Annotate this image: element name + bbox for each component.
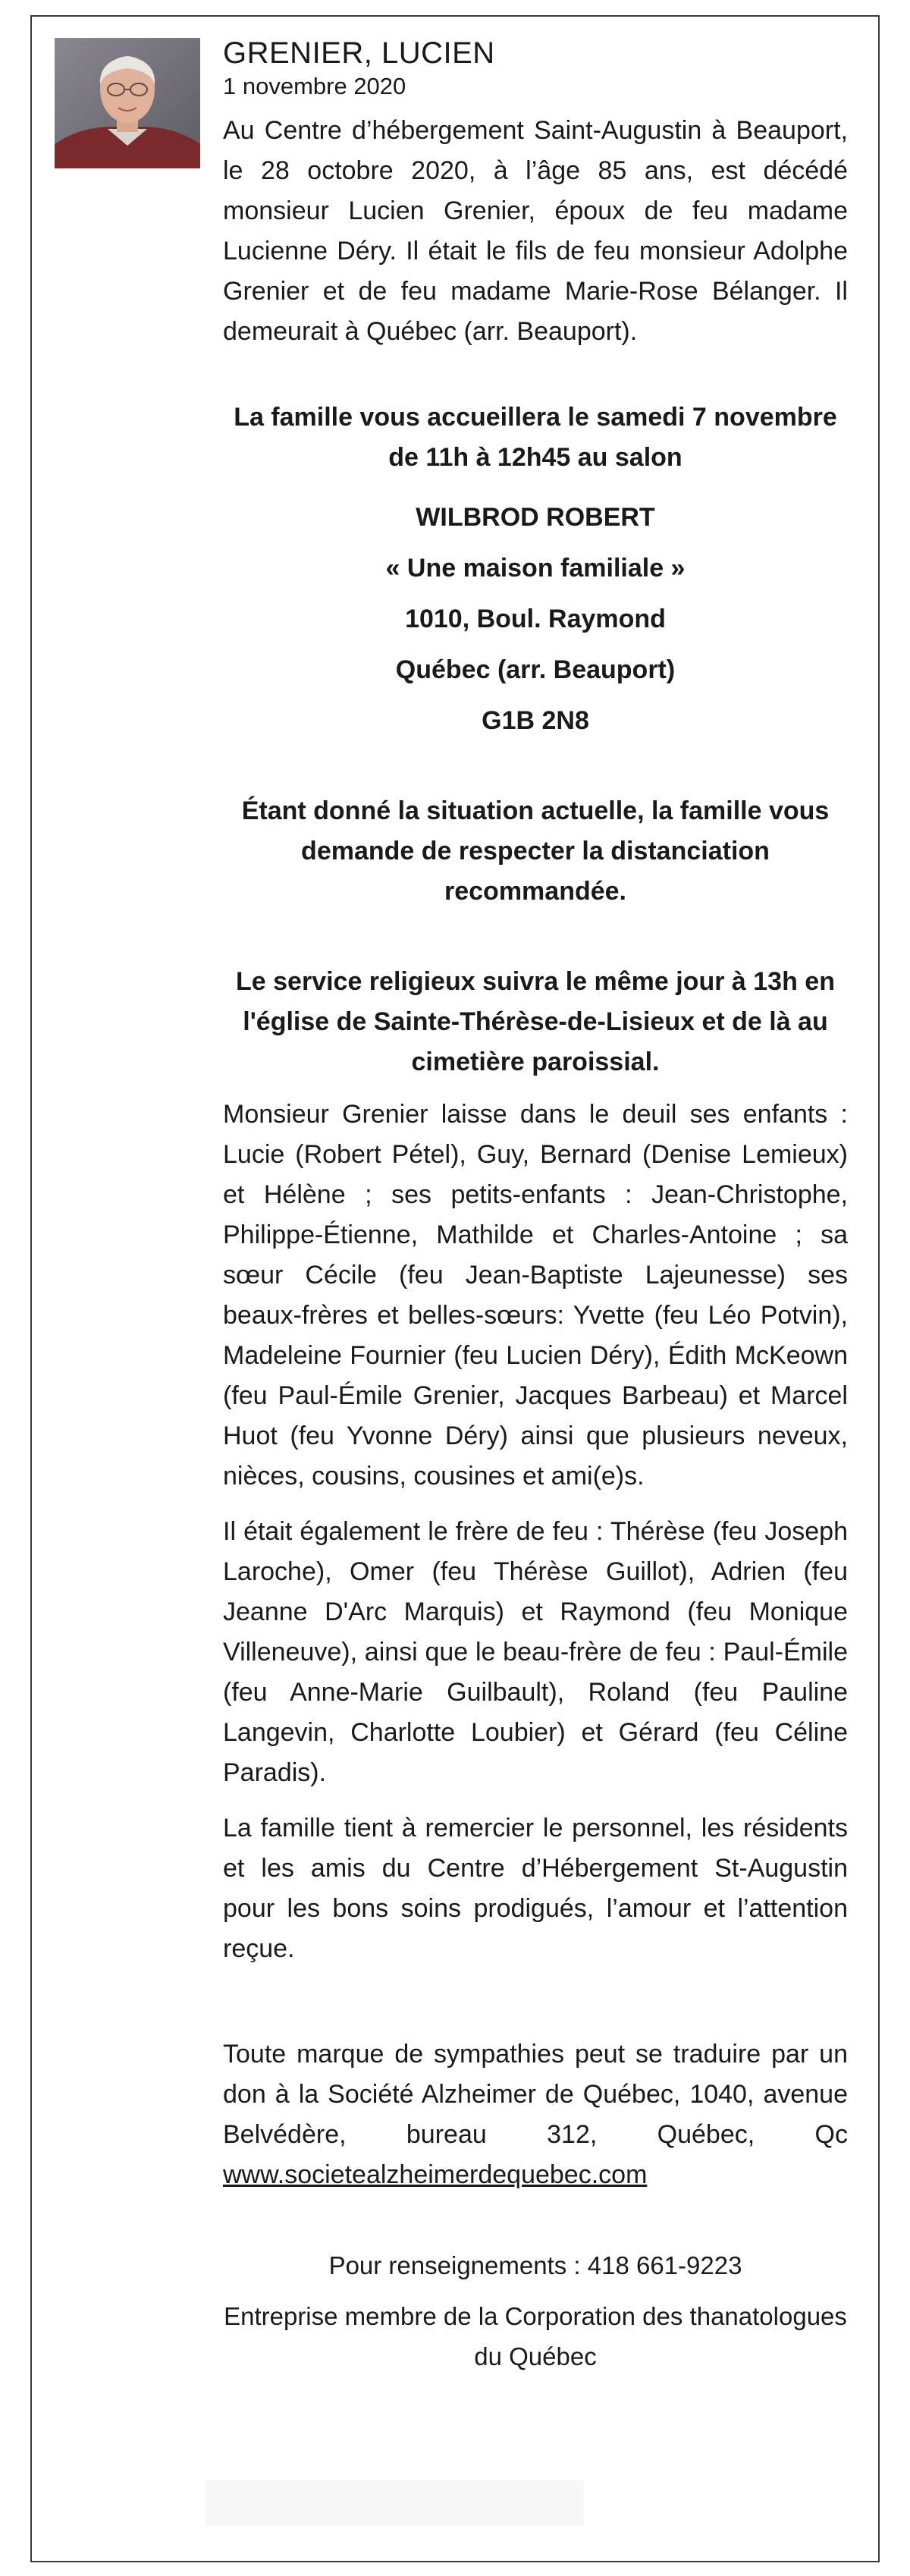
salon-address: 1010, Boul. Raymond <box>405 605 666 633</box>
thanks-paragraph: La famille tient à remercier le personnel, les résidents et les amis du Centre d’Hébergement St-Augustin pour les bons soins prodigués, l’amour et l’attention reçue. <box>223 1814 848 1963</box>
publication-date: 1 novembre 2020 <box>223 73 406 99</box>
salon-postal-code: G1B 2N8 <box>482 706 589 735</box>
footer-shadow <box>205 2480 584 2526</box>
salon-name: WILBROD ROBERT <box>416 503 655 532</box>
membership-info: Entreprise membre de la Corporation des thanatologues du Québec <box>224 2302 847 2370</box>
family-paragraph: Monsieur Grenier laisse dans le deuil ses enfants : Lucie (Robert Pétel), Guy, Bernard (Denise Lemieux) et Hélène ; ses petits-enfants : Jean-Christophe, Philippe-Étienne, Mathilde et Charles-Antoine ; sa sœur Cécile (feu Jean-Baptiste Lajeunesse) ses beaux-frères et belles-sœurs: Yvette (feu Léo Potvin), Madeleine Fournier (feu Lucien Déry), Édith McKeown (feu Paul-Émile Grenier, Jacques Barbeau) et Marcel Huot (feu Yvonne Déry) ainsi que plusieurs neveux, nièces, cousins, cousines et ami(e)s. <box>223 1100 848 1491</box>
deceased-name: GRENIER, LUCIEN <box>223 36 495 70</box>
salon-city: Québec (arr. Beauport) <box>395 655 676 684</box>
donation-text: Toute marque de sympathies peut se traduire par un don à la Société Alzheimer de Québec, 1040, avenue Belvédère, bureau 312, Québec, Qc <box>223 2040 848 2149</box>
salon-tagline: « Une maison familiale » <box>385 554 686 583</box>
service-info: Le service religieux suivra le même jour à 13h en l'église de Sainte-Thérèse-de-Lisieux et de là au cimetière paroissial. <box>236 967 835 1076</box>
visitation-info: La famille vous accueillera le samedi 7 novembre de 11h à 12h45 au salon <box>234 403 837 472</box>
siblings-paragraph: Il était également le frère de feu : Thérèse (feu Joseph Laroche), Omer (feu Thérèse Guillot), Adrien (feu Jeanne D'Arc Marquis) et Raymond (feu Monique Villeneuve), ainsi que le beau-frère de feu : Paul-Émile (feu Anne-Marie Guilbault), Roland (feu Pauline Langevin, Charlotte Loubier) et Gérard (feu Céline Paradis). <box>223 1517 848 1787</box>
donation-paragraph <box>223 2034 848 2195</box>
portrait-photo <box>55 38 200 168</box>
contact-info: Pour renseignements : 418 661-9223 <box>328 2251 742 2279</box>
intro-paragraph: Au Centre d’hébergement Saint-Augustin à Beauport, le 28 octobre 2020, à l’âge 85 ans, est décédé monsieur Lucien Grenier, époux de feu madame Lucienne Déry. Il était le fils de feu monsieur Adolphe Grenier et de feu madame Marie-Rose Bélanger. Il demeurait à Québec (arr. Beauport). <box>223 116 848 346</box>
obituary-content <box>223 35 848 2377</box>
donation-link[interactable]: www.societealzheimerdequebec.com <box>223 2160 648 2189</box>
distancing-notice: Étant donné la situation actuelle, la famille vous demande de respecter la distanciation recommandée. <box>241 796 830 906</box>
